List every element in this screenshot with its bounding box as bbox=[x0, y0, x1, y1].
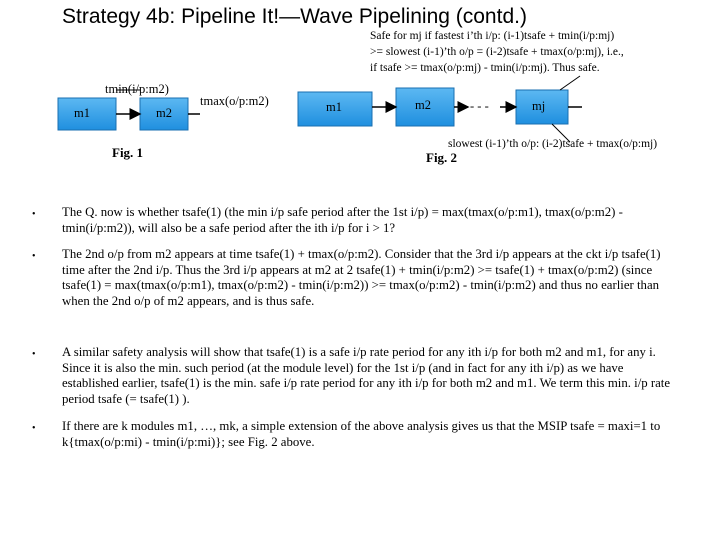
slide-title: Strategy 4b: Pipeline It!—Wave Pipelining (contd.) bbox=[62, 5, 527, 28]
bullet-marker: • bbox=[32, 209, 36, 220]
bullet-marker: • bbox=[32, 349, 36, 360]
bullet-list bbox=[0, 205, 720, 535]
fig1-tmax-label: tmax(o/p:m2) bbox=[200, 94, 269, 108]
fig2-mj-label: mj bbox=[532, 99, 546, 113]
fig2-ellipsis: - - - bbox=[470, 99, 489, 113]
fig2-m2-label: m2 bbox=[415, 98, 431, 112]
bullet-item: The 2nd o/p from m2 appears at time tsafe(1) + tmax(o/p:m2). Consider that the 3rd i/p appears at the ckt i/p tsafe(1) time after the 2nd i/p. Thus the 3rd i/p appears at m2 at 2 tsafe(1) + tmin(i/p:m2) >= tsafe(1) + tmax(o/p:m2) (since tsafe(1) = max(tmax(o/p:m1), tmax(o/p:m2) - tmin(i/p:m2)) >= tmax(o/p:m2) - tmin(i/p:m2) and thus no earlier than when the 2nd o/p of m2 appears, and is thus safe. bbox=[62, 247, 661, 308]
fig2-m1-label: m1 bbox=[326, 100, 342, 114]
fig1-m2-label: m2 bbox=[156, 106, 172, 120]
pipeline-diagram bbox=[0, 0, 720, 200]
fig1-m1-label: m1 bbox=[74, 106, 90, 120]
bullet-marker: • bbox=[32, 251, 36, 262]
fig2-slowest-note: slowest (i-1)’th o/p: (i-2)tsafe + tmax(o/p:mj) bbox=[448, 138, 658, 150]
fig2-caption: Fig. 2 bbox=[426, 150, 458, 165]
safe-note-line-1: Safe for mj if fastest i’th i/p: (i-1)tsafe + tmin(i/p:mj) bbox=[370, 30, 615, 42]
fig1-caption: Fig. 1 bbox=[112, 145, 144, 160]
bullet-item: The Q. now is whether tsafe(1) (the min i/p safe period after the 1st i/p) = max(tmax(o/p:m1), tmax(o/p:m2) - tmin(i/p:m2)), will also be a safe period after the ith i/p for i > 1? bbox=[62, 205, 623, 235]
safe-note-line-3: if tsafe >= tmax(o/p:mj) - tmin(i/p:mj). Thus safe. bbox=[370, 62, 600, 74]
safe-note-line-2: >= slowest (i-1)’th o/p = (i-2)tsafe + tmax(o/p:mj), i.e., bbox=[370, 46, 624, 58]
bullet-item: A similar safety analysis will show that tsafe(1) is a safe i/p rate period for any ith i/p for both m2 and m1, for any i. Since it is also the min. such period (at the module level) for the 1st i/p (and in fact for any ith i/p) as we have established earlier, tsafe(1) is the min. safe i/p rate period for any ith i/p for both m2 and m1. We term this min. i/p rate period tsafe (= tsafe(1) ). bbox=[62, 345, 671, 406]
bullet-marker: • bbox=[32, 423, 36, 434]
fig2-fast-pointer bbox=[560, 76, 580, 90]
fig1-tmin-label: tmin(i/p:m2) bbox=[105, 82, 169, 96]
bullet-item: If there are k modules m1, …, mk, a simple extension of the above analysis gives us that the MSIP tsafe = maxi=1 to k{tmax(o/p:mi) - tmin(i/p:mi)}; see Fig. 2 above. bbox=[62, 419, 661, 449]
